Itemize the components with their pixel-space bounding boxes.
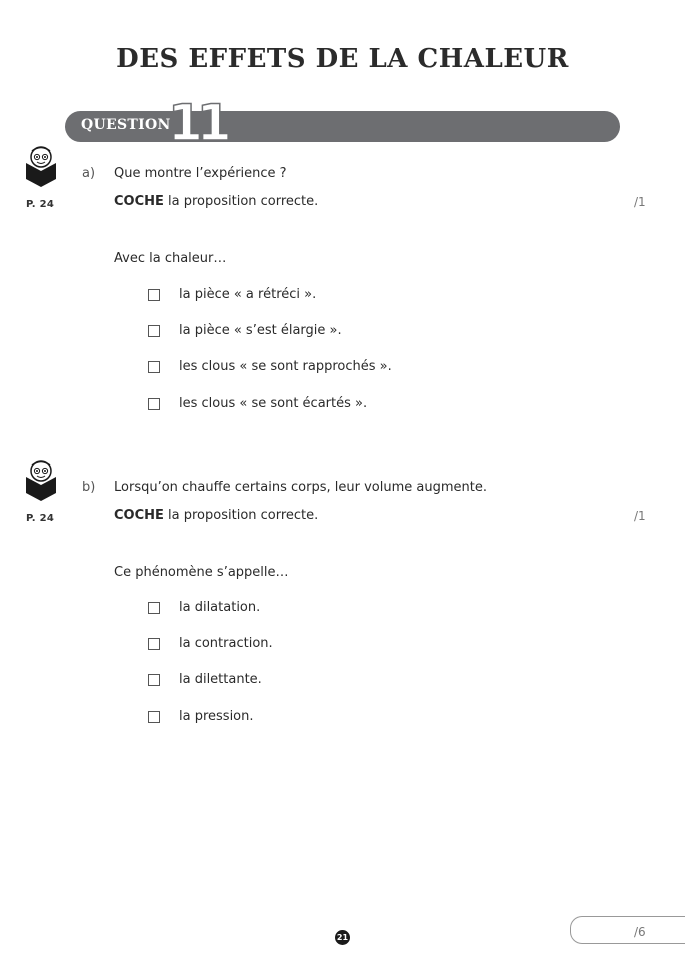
option-checkbox[interactable] <box>148 361 160 373</box>
lead-text: Avec la chaleur… <box>114 251 227 266</box>
option-checkbox[interactable] <box>148 674 160 686</box>
question-prompt: Lorsqu’on chauffe certains corps, leur volume augmente. <box>114 480 487 495</box>
instruction-verb: COCHE <box>114 508 164 523</box>
question-label: QUESTION <box>81 117 171 133</box>
option-label: la pièce « a rétréci ». <box>179 287 317 302</box>
option-label: la pression. <box>179 709 254 724</box>
instruction <box>114 194 318 209</box>
score-field[interactable]: /1 <box>634 195 646 209</box>
total-score[interactable]: /6 <box>634 925 646 939</box>
option-label: la contraction. <box>179 636 273 651</box>
page-number-badge: 21 <box>335 930 350 945</box>
option-label: la dilatation. <box>179 600 261 615</box>
option-checkbox[interactable] <box>148 398 160 410</box>
option-checkbox[interactable] <box>148 325 160 337</box>
page-reference: P. 24 <box>26 199 55 210</box>
option-checkbox[interactable] <box>148 638 160 650</box>
part-letter: b) <box>82 480 96 495</box>
lead-text: Ce phénomène s’appelle… <box>114 565 289 580</box>
option-label: la dilettante. <box>179 672 262 687</box>
question-number: 11 <box>168 94 226 152</box>
instruction <box>114 508 318 523</box>
instruction-text: la proposition correcte. <box>163 194 319 209</box>
option-checkbox[interactable] <box>148 711 160 723</box>
book-mascot-icon <box>24 459 58 501</box>
part-letter: a) <box>82 166 96 181</box>
question-prompt: Que montre l’expérience ? <box>114 166 287 181</box>
option-checkbox[interactable] <box>148 602 160 614</box>
option-label: la pièce « s’est élargie ». <box>179 323 342 338</box>
page-reference: P. 24 <box>26 513 55 524</box>
option-checkbox[interactable] <box>148 289 160 301</box>
book-mascot-icon <box>24 145 58 187</box>
instruction-verb: COCHE <box>114 194 164 209</box>
total-score-box <box>570 916 685 944</box>
option-label: les clous « se sont rapprochés ». <box>179 359 392 374</box>
instruction-text: la proposition correcte. <box>163 508 319 523</box>
option-label: les clous « se sont écartés ». <box>179 396 368 411</box>
score-field[interactable]: /1 <box>634 509 646 523</box>
page-title: DES EFFETS DE LA CHALEUR <box>116 44 569 74</box>
